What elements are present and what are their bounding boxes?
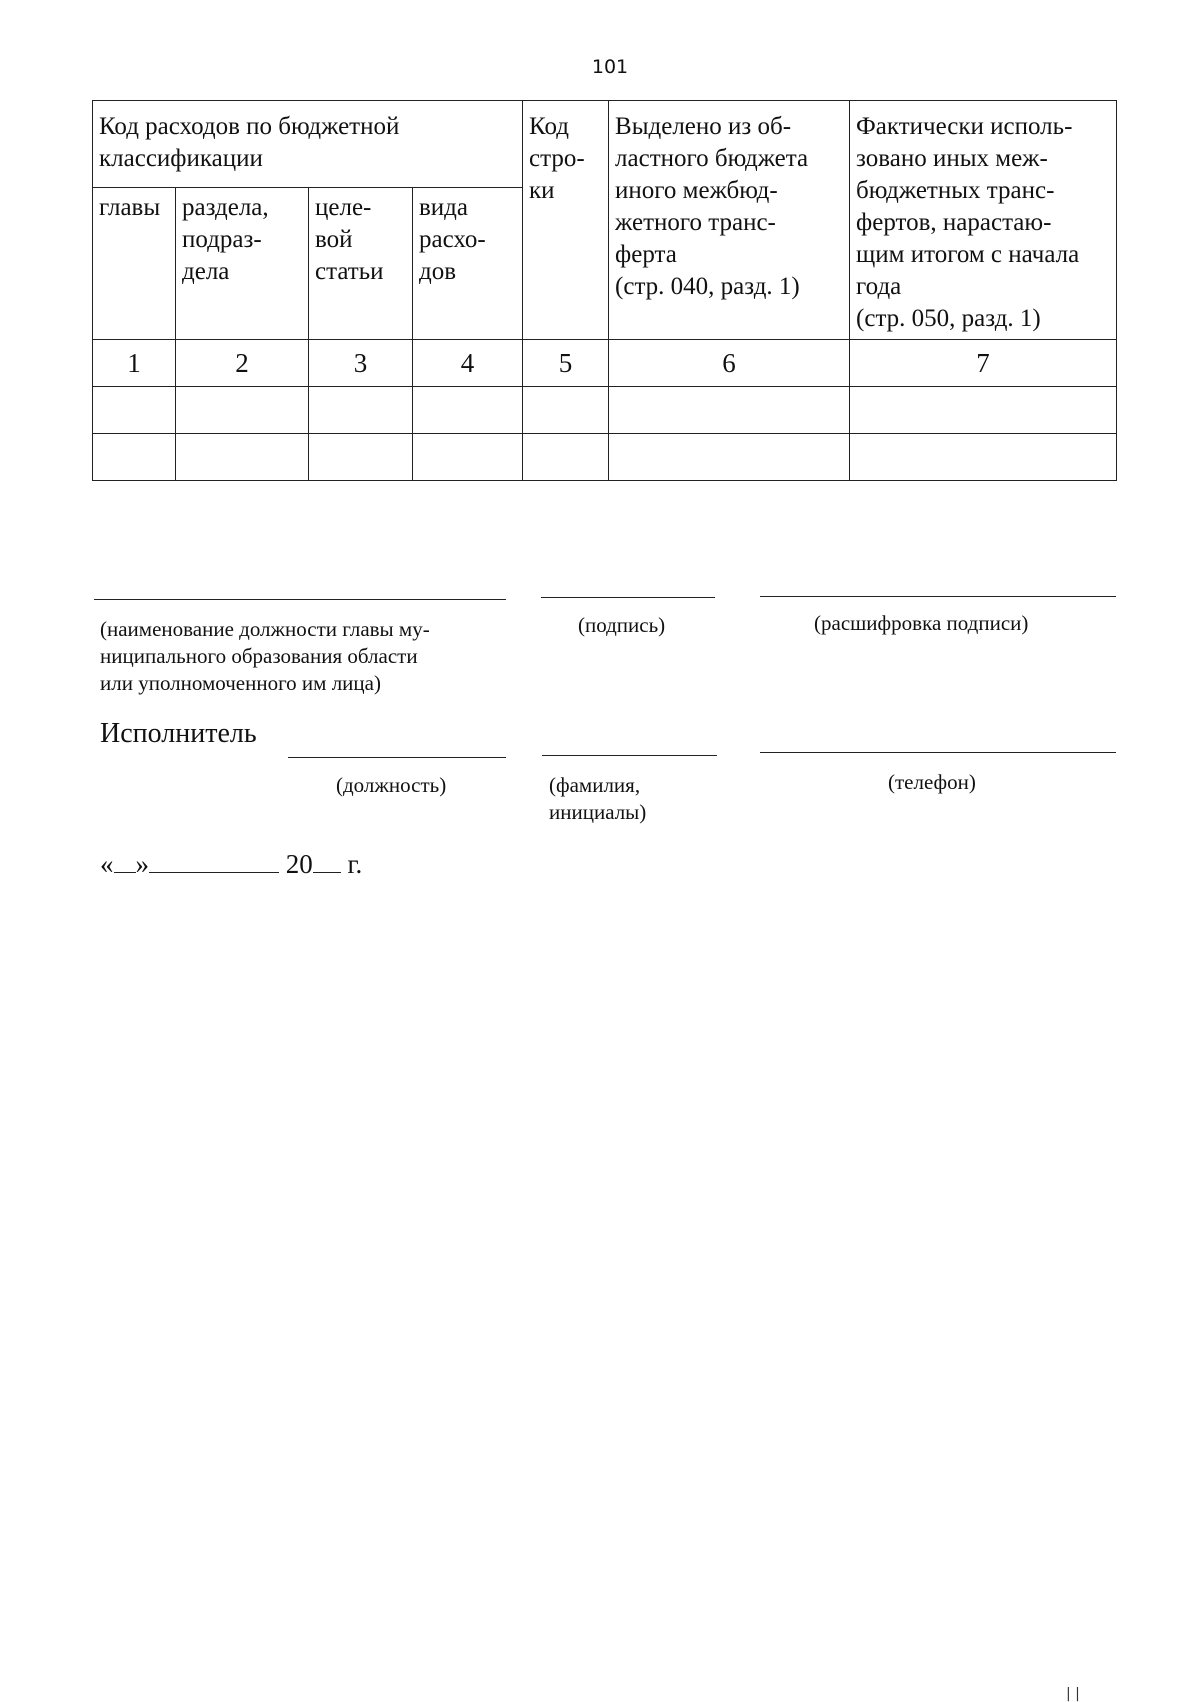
table-row: [93, 387, 1117, 434]
table-cell[interactable]: [850, 434, 1117, 481]
signature-decoding-caption: (расшифровка подписи): [814, 611, 1029, 635]
signature-line[interactable]: [541, 597, 715, 598]
date-month-field[interactable]: [149, 848, 279, 873]
header-chapter: главы: [93, 188, 176, 340]
table-cell[interactable]: [309, 434, 413, 481]
header-section: раздела, подраз- дела: [176, 188, 309, 340]
header-allocated: Выделено из об- ластного бюджета иного межбюд- жетного транс- ферта (стр. 040, разд. 1): [609, 101, 850, 340]
table-cell[interactable]: [93, 434, 176, 481]
position-caption: (наименование должности главы му- ниципального образования области или уполномоченного им лица): [100, 617, 430, 695]
date-year-suffix: г.: [347, 849, 363, 879]
executor-position-line[interactable]: [288, 757, 506, 758]
table-cell[interactable]: [176, 434, 309, 481]
executor-position-caption: (должность): [336, 773, 447, 797]
table-cell[interactable]: [609, 434, 850, 481]
executor-phone-caption: (телефон): [888, 770, 976, 794]
table-cell[interactable]: [309, 387, 413, 434]
table-cell[interactable]: [609, 387, 850, 434]
header-expense-type: вида расхо- дов: [413, 188, 523, 340]
column-number: 4: [413, 340, 523, 387]
table-row: [93, 434, 1117, 481]
signature-caption: (подпись): [578, 613, 666, 637]
date-year-field[interactable]: [313, 848, 341, 873]
executor-phone-line[interactable]: [760, 752, 1116, 753]
column-number: 7: [850, 340, 1117, 387]
table-cell[interactable]: [176, 387, 309, 434]
page-number: 101: [591, 56, 629, 78]
position-signature-line[interactable]: [94, 599, 506, 600]
column-number: 2: [176, 340, 309, 387]
corner-mark: | |: [1066, 1686, 1080, 1702]
table-cell[interactable]: [413, 387, 523, 434]
column-numbers-row: [93, 340, 1117, 387]
executor-name-line[interactable]: [542, 755, 717, 756]
budget-report-table: [92, 100, 1117, 481]
date-close-quote: »: [135, 849, 149, 879]
header-budget-classification: Код расходов по бюджетной классификации: [93, 101, 523, 188]
date-year-prefix: 20: [285, 849, 313, 879]
column-number: 3: [309, 340, 413, 387]
column-number: 5: [523, 340, 609, 387]
signature-decoding-line[interactable]: [760, 596, 1116, 597]
header-used: Фактически исполь- зовано иных меж- бюджетных транс- фертов, нарастаю- щим итогом с начала года (стр. 050, разд. 1): [850, 101, 1117, 340]
table-cell[interactable]: [413, 434, 523, 481]
column-number: 1: [93, 340, 176, 387]
table-cell[interactable]: [523, 387, 609, 434]
date-open-quote: «: [100, 849, 114, 879]
executor-name-caption: (фамилия, инициалы): [549, 773, 647, 824]
table-cell[interactable]: [523, 434, 609, 481]
header-line-code: Код стро- ки: [523, 101, 609, 340]
table-cell[interactable]: [850, 387, 1117, 434]
date-line: [100, 848, 362, 880]
date-day-field[interactable]: [114, 848, 136, 873]
table-cell[interactable]: [93, 387, 176, 434]
column-number: 6: [609, 340, 850, 387]
executor-label: Исполнитель: [100, 718, 257, 749]
header-target-article: целе- вой статьи: [309, 188, 413, 340]
